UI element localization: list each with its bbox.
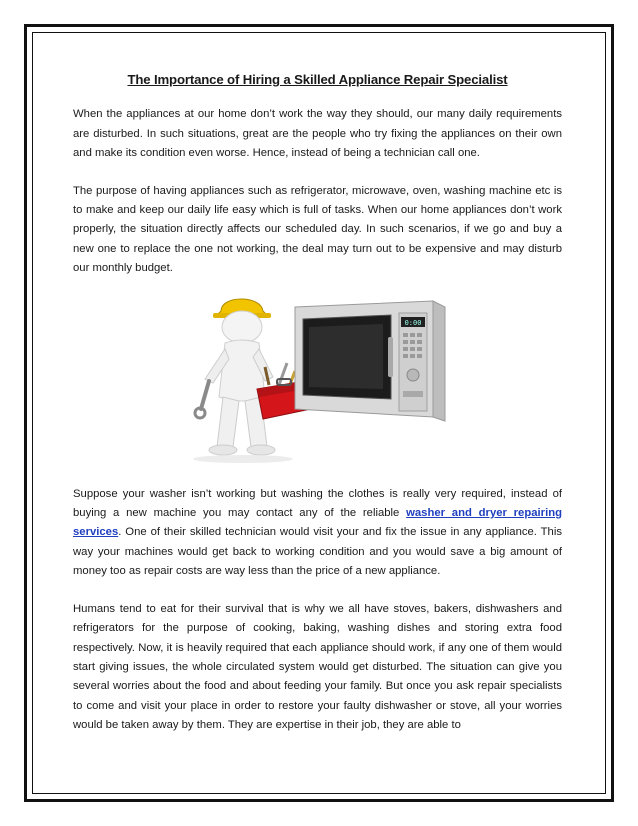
illustration-svg: [73, 297, 562, 465]
paragraph-3-before-link: Suppose your washer isn’t working but washing the clothes is really very required, instead of buying a new machine you may contact any of the reliable: [73, 487, 562, 520]
paragraph-3-after-link: . One of their skilled technician would visit your and fix the issue in any appliance. This way your machines would get back to working condition and you would save a big amount of money too as repair costs are way less than the price of a new appliance.: [73, 526, 562, 578]
repair-illustration: [73, 297, 562, 465]
paragraph-1: When the appliances at our home don’t work the way they should, our many daily requirements are disturbed. In such situations, great are the people who try fixing the appliances on their own and make its condition even worse. Hence, instead of being a technician call one.: [73, 108, 562, 160]
document-title: The Importance of Hiring a Skilled Appliance Repair Specialist: [127, 72, 508, 87]
paragraph-2: The purpose of having appliances such as refrigerator, microwave, oven, washing machine etc is to make and keep our daily life easy which is full of tasks. When our home appliances don’t work properly, the situation directly affects our scheduled day. In such scenarios, if we go and buy a new one to replace the one not working, the deal may turn out to be expensive and may disturb our monthly budget.: [73, 184, 562, 275]
microwave-display: 0:00: [404, 318, 422, 327]
paragraph-3: [73, 485, 562, 582]
document-body: [73, 70, 562, 754]
washer-dryer-repair-link[interactable]: washer and dryer repairing services: [73, 507, 563, 539]
paragraph-4: Humans tend to eat for their survival that is why we all have stoves, bakers, dishwashers and refrigerators for the purpose of cooking, baking, washing dishes and storing extra food respectively. Now, it is heavily required that each appliance should work, if any one of them would start giving issues, the whole circulated system would get disturbed. The situation can give you several worries about the food and about feeding your family. But once you ask repair specialists to come and visit your place in order to restore your faulty dishwasher or stove, all your worries would be taken away by them. They are expertise in their job, they are able to: [73, 602, 562, 732]
microwave-icon: [295, 301, 445, 421]
